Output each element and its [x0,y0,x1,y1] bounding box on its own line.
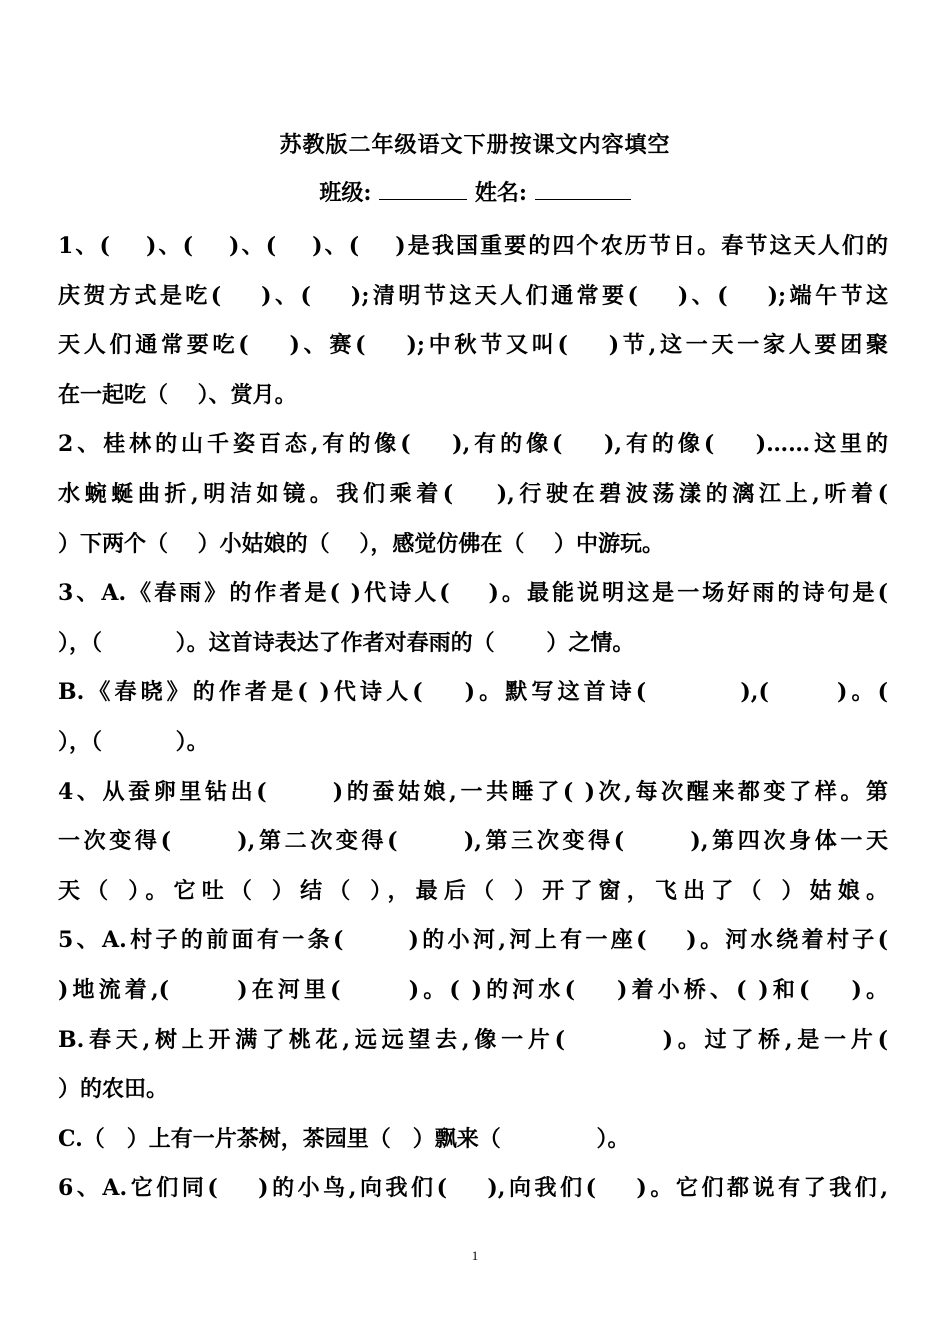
text-line-4: 在一起吃（ ）、赏月。 [58,381,297,408]
text-line-3: 天人们通常要吃( )、赛( );中秋节又叫( )节,这一天一家人要团聚 [58,332,888,359]
text-line-10: B.《春晓》的作者是( )代诗人( )。默写这首诗( ),( )。( [58,679,888,706]
class-label: 班级: [319,180,372,206]
document-title: 苏教版二年级语文下册按课文内容填空 [279,132,671,158]
text-line-9: ），（ ）。这首诗表达了作者对春雨的（ ）之情。 [58,629,635,656]
text-line-11: ），（ ）。 [58,728,209,755]
text-line-7: ）下两个（ ）小姑娘的（ ），感觉仿佛在（ ）中游玩。 [58,530,664,557]
text-line-15: 5、A.村子的前面有一条( )的小河,河上有一座( )。河水绕着村子( [58,927,888,954]
text-line-20: 6、A.它们同( )的小鸟,向我们( ),向我们( )。它们都说有了我们, [58,1175,888,1202]
exercise-body [58,222,888,1214]
text-line-17: B.春天,树上开满了桃花,远远望去,像一片( )。过了桥,是一片( [58,1026,888,1053]
text-line-14: 天（ ）。它吐（ ）结（ ），最后（ ）开了窗，飞出了（ ）姑娘。 [58,877,888,904]
name-label: 姓名: [474,180,527,206]
text-line-19: C.（ ）上有一片茶树，茶园里（ ）飘来（ ）。 [58,1125,630,1152]
name-blank[interactable] [535,181,631,200]
text-line-13: 一次变得( ),第二次变得( ),第三次变得( ),第四次身体一天 [58,828,888,855]
text-line-5: 2、桂林的山千姿百态,有的像( ),有的像( ),有的像( )……这里的 [58,431,888,458]
text-line-6: 水蜿蜒曲折,明洁如镜。我们乘着( ),行驶在碧波荡漾的漓江上,听着( [58,480,888,507]
text-line-12: 4、从蚕卵里钻出( )的蚕姑娘,一共睡了( )次,每次醒来都变了样。第 [58,778,888,805]
page-number: 1 [471,1248,479,1263]
text-line-2: 庆贺方式是吃( )、( );清明节这天人们通常要( )、( );端午节这 [58,282,888,309]
text-line-16: )地流着,( )在河里( )。( )的河水( )着小桥、( )和( )。 [58,976,888,1003]
text-line-1: 1、( )、( )、( )、( )是我国重要的四个农历节日。春节这天人们的 [58,233,888,259]
text-line-18: ）的农田。 [58,1076,169,1103]
class-blank[interactable] [379,181,467,200]
text-line-8: 3、A.《春雨》的作者是( )代诗人( )。最能说明这是一场好雨的诗句是( [58,580,888,607]
student-info-line [0,176,950,207]
